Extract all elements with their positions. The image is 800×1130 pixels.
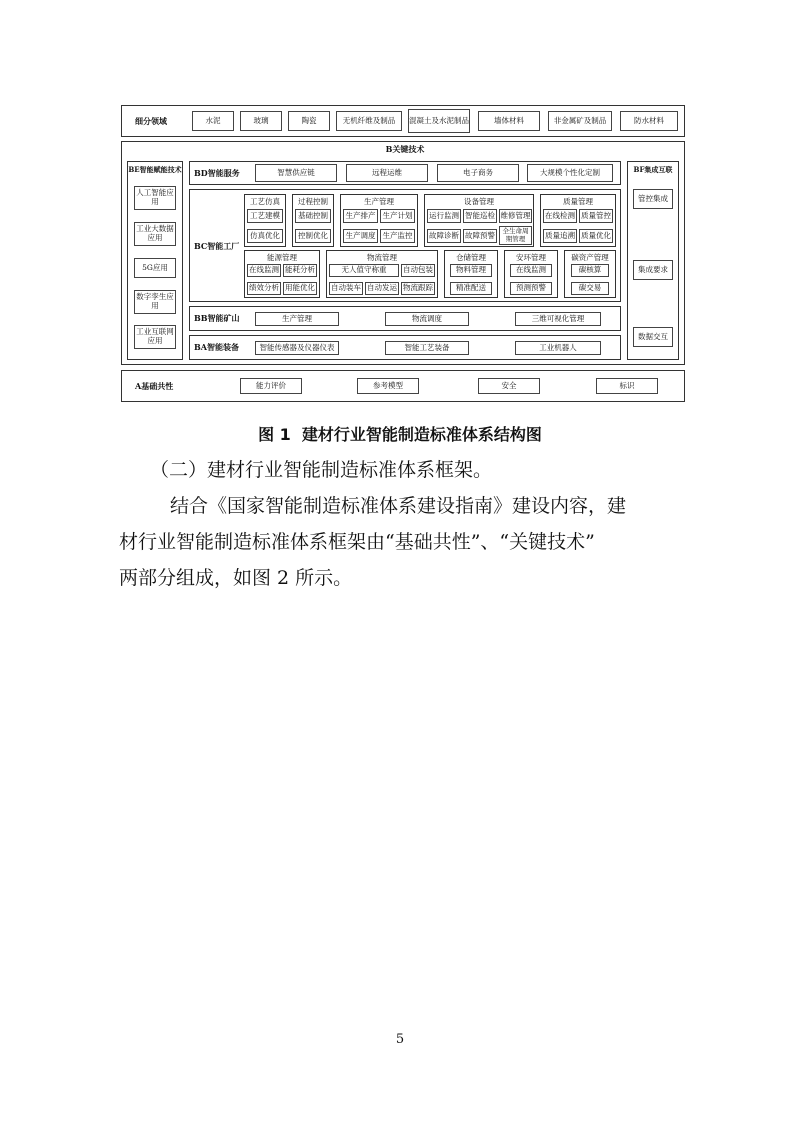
bd-item: 智慧供应链 bbox=[255, 164, 337, 182]
segment-item: 水泥 bbox=[192, 111, 234, 131]
bc-item: 精准配送 bbox=[450, 282, 492, 295]
bc-item: 维修管理 bbox=[499, 209, 532, 223]
bc-group-title: 碳资产管理 bbox=[571, 253, 609, 262]
segment-item: 非金属矿及制品 bbox=[548, 111, 612, 131]
segment-item: 防水材料 bbox=[620, 111, 678, 131]
bc-item: 物流跟踪 bbox=[401, 282, 435, 295]
bc-item: 在线检测 bbox=[543, 209, 577, 223]
section-heading: （二）建材行业智能制造标准体系框架。 bbox=[150, 459, 493, 481]
be-item: 5G应用 bbox=[134, 258, 176, 278]
bc-group-title: 安环管理 bbox=[516, 253, 546, 262]
segment-item: 混凝土及水泥制品 bbox=[408, 109, 470, 133]
bc-label: BC智能工厂 bbox=[194, 240, 240, 251]
segments-label: 细分领域 bbox=[135, 115, 167, 126]
bb-item: 物流调度 bbox=[385, 312, 469, 326]
bc-item: 用能优化 bbox=[283, 282, 317, 295]
bc-item: 物料管理 bbox=[450, 264, 492, 277]
be-item: 工业互联网应用 bbox=[134, 325, 176, 349]
bd-item: 远程运维 bbox=[346, 164, 428, 182]
bc-group-title: 工艺仿真 bbox=[250, 197, 280, 206]
basic-label: A基础共性 bbox=[135, 380, 174, 391]
bc-item: 碳核算 bbox=[571, 264, 609, 277]
bc-item: 质量管控 bbox=[579, 209, 613, 223]
paragraph-line: 材行业智能制造标准体系框架由“基础共性”、“关键技术” bbox=[119, 531, 595, 553]
bc-item: 质量优化 bbox=[579, 229, 613, 243]
bc-group-title: 能源管理 bbox=[267, 253, 297, 262]
bf-item: 集成要求 bbox=[633, 260, 673, 280]
bc-item: 预测预警 bbox=[510, 282, 552, 295]
bc-item: 自动装车 bbox=[329, 282, 363, 295]
segment-item: 墙体材料 bbox=[478, 111, 540, 131]
bc-item: 碳交易 bbox=[571, 282, 609, 295]
bb-label: BB智能矿山 bbox=[194, 312, 240, 323]
bc-item: 控制优化 bbox=[295, 229, 331, 243]
bc-item: 工艺建模 bbox=[247, 209, 283, 223]
bc-item: 绩效分析 bbox=[247, 282, 281, 295]
ba-item: 工业机器人 bbox=[515, 341, 601, 355]
bc-item: 基础控制 bbox=[295, 209, 331, 223]
basic-item: 标识 bbox=[596, 378, 658, 394]
paragraph-line: 结合《国家智能制造标准体系建设指南》建设内容，建 bbox=[170, 495, 627, 517]
segment-item: 陶瓷 bbox=[288, 111, 330, 131]
bc-item: 在线监测 bbox=[510, 264, 552, 277]
segment-item: 玻璃 bbox=[240, 111, 282, 131]
bc-item: 自动发运 bbox=[365, 282, 399, 295]
bc-item: 生产排产 bbox=[343, 209, 378, 223]
bc-item: 自动包装 bbox=[401, 264, 435, 277]
bd-item: 电子商务 bbox=[437, 164, 519, 182]
bc-item: 运行监测 bbox=[427, 209, 461, 223]
bc-item: 在线监测 bbox=[247, 264, 281, 277]
figure-caption: 图 1 建材行业智能制造标准体系结构图 bbox=[258, 425, 542, 444]
bc-item: 仿真优化 bbox=[247, 229, 283, 243]
bc-group-title: 物流管理 bbox=[367, 253, 397, 262]
bc-item: 生产监控 bbox=[380, 229, 415, 243]
bc-group-title: 仓储管理 bbox=[456, 253, 486, 262]
ba-item: 智能传感器及仪器仪表 bbox=[255, 341, 339, 355]
bc-item: 无人值守称重 bbox=[329, 264, 399, 277]
bd-item: 大规模个性化定制 bbox=[527, 164, 613, 182]
ba-item: 智能工艺装备 bbox=[385, 341, 469, 355]
bb-item: 三维可视化管理 bbox=[515, 312, 601, 326]
bf-label: BF集成互联 bbox=[633, 165, 673, 174]
key-tech-title: B关键技术 bbox=[385, 144, 425, 154]
bc-item: 质量追溯 bbox=[543, 229, 577, 243]
bd-label: BD智能服务 bbox=[194, 167, 240, 178]
be-label: BE智能赋能技术 bbox=[128, 165, 182, 174]
bb-item: 生产管理 bbox=[255, 312, 339, 326]
bc-group-title: 设备管理 bbox=[464, 197, 494, 206]
be-item: 数字孪生应用 bbox=[134, 290, 176, 314]
bc-item: 故障诊断 bbox=[427, 229, 461, 243]
bc-item: 能耗分析 bbox=[283, 264, 317, 277]
bc-group-title: 质量管理 bbox=[563, 197, 593, 206]
bc-item: 生产调度 bbox=[343, 229, 378, 243]
be-item: 人工智能应用 bbox=[134, 186, 176, 210]
bf-item: 数据交互 bbox=[633, 327, 673, 347]
be-item: 工业大数据应用 bbox=[134, 222, 176, 246]
ba-label: BA智能装备 bbox=[194, 341, 239, 352]
basic-item: 能力评价 bbox=[240, 378, 302, 394]
bc-item: 智能巡检 bbox=[463, 209, 497, 223]
bf-item: 管控集成 bbox=[633, 189, 673, 209]
bc-item: 生产计划 bbox=[380, 209, 415, 223]
basic-item: 安全 bbox=[478, 378, 540, 394]
basic-item: 参考模型 bbox=[357, 378, 419, 394]
bc-group-title: 过程控制 bbox=[298, 197, 328, 206]
bc-group-title: 生产管理 bbox=[364, 197, 394, 206]
paragraph-line: 两部分组成，如图 2 所示。 bbox=[119, 567, 353, 589]
bc-item: 故障预警 bbox=[463, 229, 497, 243]
page-number: 5 bbox=[395, 1032, 405, 1047]
bc-item: 全生命周期管理 bbox=[499, 226, 532, 245]
segment-item: 无机纤维及制品 bbox=[336, 111, 402, 131]
